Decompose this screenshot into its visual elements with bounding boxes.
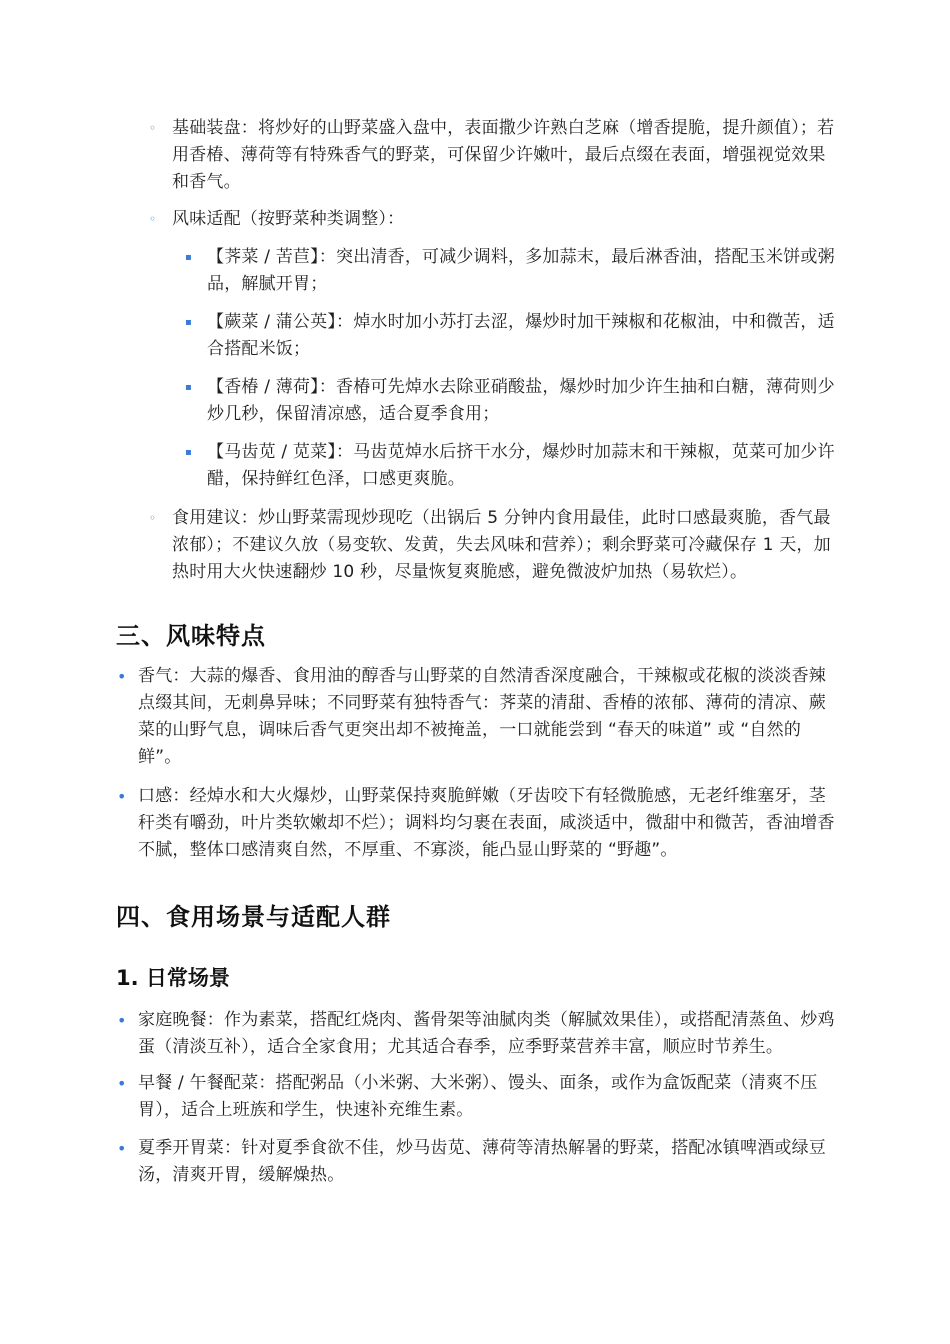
texture-text: 口感：经焯水和大火爆炒，山野菜保持爽脆鲜嫩（牙齿咬下有轻微脆感，无老纤维塞牙，茎秆类有嚼劲，叶片类软嫩却不烂）；调料均匀裹在表面，咸淡适中，微甜中和微苦，香油增香不腻，整体口感清爽自然，不厚重、不寡淡，能凸显山野菜的 “野趣”。 xyxy=(138,786,835,860)
square-bullet-icon: ▪ xyxy=(185,447,192,458)
circle-bullet-icon: ◦ xyxy=(149,511,157,525)
section-heading: 三、风味特点 xyxy=(116,622,266,650)
circle-bullet-icon: ◦ xyxy=(149,121,157,135)
square-bullet-icon: ▪ xyxy=(185,382,192,393)
list-item xyxy=(117,783,840,864)
plating-basic-text: 基础装盘：将炒好的山野菜盛入盘中，表面撒少许熟白芝麻（增香提脆，提升颜值）；若用香椿、薄荷等有特殊香气的野菜，可保留少许嫩叶，最后点缀在表面，增强视觉效果和香气。 xyxy=(172,118,835,192)
flavor-item-text: 【马齿苋 / 苋菜】：马齿苋焯水后挤干水分，爆炒时加蒜末和干辣椒，苋菜可加少许醋，保持鲜红色泽，口感更爽脆。 xyxy=(207,442,835,489)
list-item xyxy=(117,663,840,771)
list-item xyxy=(149,115,840,196)
list-item xyxy=(185,439,840,493)
dot-bullet-icon: • xyxy=(117,1011,127,1030)
eating-advice-text: 食用建议：炒山野菜需现炒现吃（出锅后 5 分钟内食用最佳，此时口感最爽脆，香气最浓郁）；不建议久放（易变软、发黄，失去风味和营养）；剩余野菜可冷藏保存 1 天，加热时用大火快速翻炒 10 秒，尽量恢复爽脆感，避免微波炉加热（易软烂）。 xyxy=(172,508,831,582)
list-item xyxy=(185,374,840,428)
flavor-sublist xyxy=(185,244,840,298)
dot-bullet-icon: • xyxy=(117,1139,127,1158)
subsection-heading: 1. 日常场景 xyxy=(116,966,230,990)
eating-list xyxy=(149,505,840,586)
plating-list xyxy=(149,115,840,196)
flavor-traits-list xyxy=(117,783,840,864)
dot-bullet-icon: • xyxy=(117,787,127,806)
flavor-title-text: 风味适配（按野菜种类调整）： xyxy=(172,209,405,229)
list-item xyxy=(185,244,840,298)
flavor-item-text: 【蕨菜 / 蒲公英】：焯水时加小苏打去涩，爆炒时加干辣椒和花椒油，中和微苦，适合搭配米饭； xyxy=(207,312,835,359)
scene-list xyxy=(117,1007,840,1061)
section-heading: 四、食用场景与适配人群 xyxy=(116,903,391,931)
flavor-traits-list xyxy=(117,663,840,771)
flavor-sublist xyxy=(185,439,840,493)
dot-bullet-icon: • xyxy=(117,1074,127,1093)
scene-list xyxy=(117,1135,840,1189)
square-bullet-icon: ▪ xyxy=(185,252,192,263)
scene-item-text: 夏季开胃菜：针对夏季食欲不佳，炒马齿苋、薄荷等清热解暑的野菜，搭配冰镇啤酒或绿豆汤，清爽开胃，缓解燥热。 xyxy=(138,1138,826,1185)
list-item xyxy=(149,505,840,586)
list-item xyxy=(185,309,840,363)
flavor-list xyxy=(149,206,840,233)
scene-list xyxy=(117,1070,840,1124)
flavor-item-text: 【香椿 / 薄荷】：香椿可先焯水去除亚硝酸盐，爆炒时加少许生抽和白糖，薄荷则少炒几秒，保留清凉感，适合夏季食用； xyxy=(207,377,835,424)
scene-item-text: 早餐 / 午餐配菜：搭配粥品（小米粥、大米粥）、馒头、面条，或作为盒饭配菜（清爽不压胃），适合上班族和学生，快速补充维生素。 xyxy=(138,1073,818,1120)
list-item xyxy=(117,1007,840,1061)
flavor-sublist xyxy=(185,374,840,428)
scene-item-text: 家庭晚餐：作为素菜，搭配红烧肉、酱骨架等油腻肉类（解腻效果佳），或搭配清蒸鱼、炒鸡蛋（清淡互补），适合全家食用；尤其适合春季，应季野菜营养丰富，顺应时节养生。 xyxy=(138,1010,835,1057)
aroma-text: 香气：大蒜的爆香、食用油的醇香与山野菜的自然清香深度融合，干辣椒或花椒的淡淡香辣点缀其间，无刺鼻异味；不同野菜有独特香气：荠菜的清甜、香椿的浓郁、薄荷的清凉、蕨菜的山野气息，调味后香气更突出却不被掩盖，一口就能尝到 “春天的味道” 或 “自然的鲜”。 xyxy=(138,666,826,767)
list-item xyxy=(117,1135,840,1189)
circle-bullet-icon: ◦ xyxy=(149,212,157,226)
square-bullet-icon: ▪ xyxy=(185,317,192,328)
dot-bullet-icon: • xyxy=(117,667,127,686)
flavor-item-text: 【荠菜 / 苦苣】：突出清香，可减少调料，多加蒜末，最后淋香油，搭配玉米饼或粥品，解腻开胃； xyxy=(207,247,835,294)
list-item xyxy=(149,206,840,233)
flavor-sublist xyxy=(185,309,840,363)
list-item xyxy=(117,1070,840,1124)
